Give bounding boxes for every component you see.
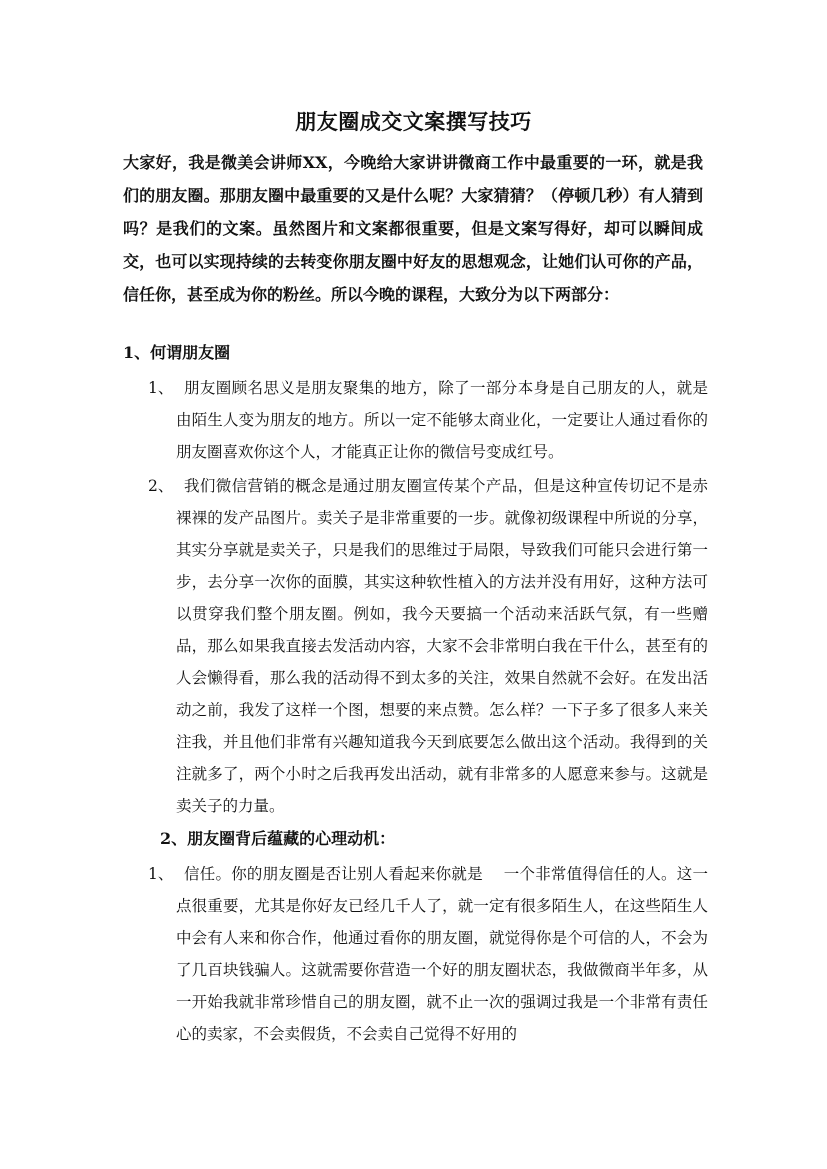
list-item-number: 1、: [148, 865, 174, 883]
list-item-number: 2、: [148, 477, 174, 495]
section-heading-1: 1、何谓朋友圈: [123, 343, 231, 362]
list-item-text: 朋友圈顾名思义是朋友聚集的地方，除了一部分本身是自己朋友的人，就是由陌生人变为朋友的地方。所以一定不能够太商业化，一定要让人通过看你的朋友圈喜欢你这个人，才能真正让你的微信号变成红号。: [176, 379, 708, 461]
list-item: [148, 372, 708, 468]
list-item-text: 我们微信营销的概念是通过朋友圈宣传某个产品，但是这种宣传切记不是赤裸裸的发产品图片。卖关子是非常重要的一步。就像初级课程中所说的分享，其实分享就是卖关子，只是我们的思维过于局限，导致我们可能只会进行第一步，去分享一次你的面膜，其实这种软性植入的方法并没有用好，这种方法可以贯穿我们整个朋友圈。例如，我今天要搞一个活动来活跃气氛，有一些赠品，那么如果我直接去发活动内容，大家不会非常明白我在干什么，甚至有的人会懒得看，那么我的活动得不到太多的关注，效果自然就不会好。在发出活动之前，我发了这样一个图，想要的来点赞。怎么样？一下子多了很多人来关注我，并且他们非常有兴趣知道我今天到底要怎么做出这个活动。我得到的关注就多了，两个小时之后我再发出活动，就有非常多的人愿意来参与。这就是卖关子的力量。: [176, 477, 708, 815]
intro-paragraph: 大家好，我是微美会讲师XX，今晚给大家讲讲微商工作中最重要的一环，就是我们的朋友圈。那朋友圈中最重要的又是什么呢？大家猜猜？（停顿几秒）有人猜到吗？是我们的文案。虽然图片和文案都很重要，但是文案写得好，却可以瞬间成交，也可以实现持续的去转变你朋友圈中好友的思想观念，让她们认可你的产品，信任你，甚至成为你的粉丝。所以今晚的课程，大致分为以下两部分：: [123, 153, 703, 304]
list-item: [148, 858, 708, 1050]
list-item-text: 信任。你的朋友圈是否让别人看起来你就是 一个非常值得信任的人。这一点很重要，尤其是你好友已经几千人了，就一定有很多陌生人，在这些陌生人中会有人来和你合作，他通过看你的朋友圈，就觉得你是个可信的人，不会为了几百块钱骗人。这就需要你营造一个好的朋友圈状态，我做微商半年多，从一开始我就非常珍惜自己的朋友圈，就不止一次的强调过我是一个非常有责任心的卖家，不会卖假货，不会卖自己觉得不好用的: [176, 865, 708, 1043]
list-item-number: 1、: [148, 379, 174, 397]
list-item: [148, 470, 708, 822]
section-heading-2: 2、朋友圈背后蕴藏的心理动机：: [160, 829, 396, 848]
document-title: 朋友圈成交文案撰写技巧: [295, 109, 532, 134]
